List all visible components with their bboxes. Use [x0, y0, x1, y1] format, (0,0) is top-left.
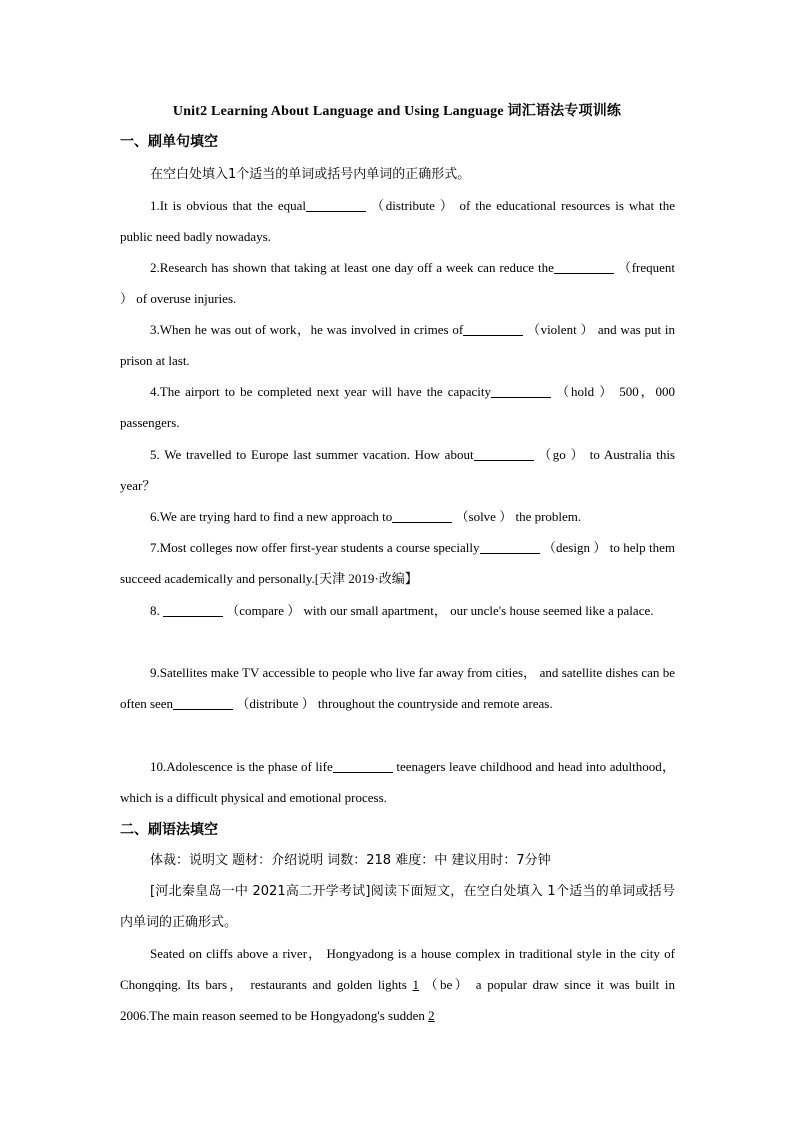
answer-blank[interactable] — [463, 321, 523, 336]
item-7 — [120, 532, 675, 594]
answer-blank[interactable] — [392, 508, 452, 523]
blank-number-2[interactable]: 2 — [428, 1008, 435, 1023]
item-5-before: 5. We travelled to Europe last summer vacation. How about — [150, 447, 474, 462]
item-9-before: 9.Satellites make TV accessible to people who live far away from cities， and satellite dishes can be often seen — [120, 665, 675, 711]
item-7-before: 7.Most colleges now offer first-year students a course specially — [150, 540, 480, 555]
item-3-after: （violent ） and was put in prison at last. — [120, 322, 675, 368]
section1-heading: 一、刷单句填空 — [120, 134, 218, 150]
answer-blank[interactable] — [333, 758, 393, 773]
blank-number-1[interactable]: 1 — [412, 977, 419, 992]
answer-blank[interactable] — [163, 602, 223, 617]
passage — [120, 938, 675, 1031]
item-10-after: teenagers leave childhood and head into adulthood， which is a difficult physical and emotional process. — [120, 759, 676, 805]
item-6 — [120, 501, 675, 532]
item-10-before: 10.Adolescence is the phase of life — [150, 759, 333, 774]
page-title: Unit2 Learning About Language and Using Language 词汇语法专项训练 — [172, 104, 622, 119]
answer-blank[interactable] — [306, 197, 366, 212]
item-8-before: 8. — [150, 603, 163, 618]
item-2-before: 2.Research has shown that taking at least one day off a week can reduce the — [150, 260, 554, 275]
item-10 — [120, 751, 675, 813]
item-9-after: （distribute ） throughout the countryside and remote areas. — [236, 696, 553, 711]
item-5-after: （go ） to Australia this year？ — [120, 447, 675, 493]
item-3-before: 3.When he was out of work，he was involved in crimes of — [150, 322, 464, 337]
item-6-after: （solve ） the problem. — [455, 509, 582, 524]
item-6-before: 6.We are trying hard to find a new approach to — [150, 509, 393, 524]
item-3 — [120, 314, 675, 376]
item-4-before: 4.The airport to be completed next year will have the capacity — [150, 384, 492, 399]
answer-blank[interactable] — [491, 383, 551, 398]
section2-heading: 二、刷语法填空 — [120, 822, 218, 838]
section2-instruction: [河北秦皇岛一中 2021高二开学考试]阅读下面短文，在空白处填入 1个适当的单词或括号内单词的正确形式。 — [120, 884, 675, 930]
item-1-after: （distribute ） of the educational resources is what the public need badly nowadays. — [120, 198, 676, 244]
answer-blank[interactable] — [474, 446, 534, 461]
answer-blank[interactable] — [554, 259, 614, 274]
item-8 — [120, 595, 675, 626]
item-7-after: （design ） to help them succeed academically and personally.[天津 2019·改编】 — [120, 540, 676, 586]
passage-part2: （be） a popular draw since it was built in 2006.The main reason seemed to be Hongyadong's sudden — [120, 977, 675, 1023]
answer-blank[interactable] — [480, 539, 540, 554]
item-1-before: 1.It is obvious that the equal — [150, 198, 306, 213]
answer-blank[interactable] — [173, 695, 233, 710]
item-2 — [120, 252, 675, 314]
item-1 — [120, 190, 675, 252]
passage-part1: Seated on cliffs above a river， Hongyadong is a house complex in traditional style in the city of Chongqing. Its bars， restaurants and golden lights — [120, 946, 675, 992]
section2-meta: 体裁：说明文 题材：介绍说明 词数：218 难度：中 建议用时：7分钟 — [150, 853, 551, 868]
section1-instruction: 在空白处填入1个适当的单词或括号内单词的正确形式。 — [150, 167, 471, 182]
item-8-after: （compare ） with our small apartment， our uncle's house seemed like a palace. — [226, 603, 654, 618]
item-9 — [120, 657, 675, 719]
item-2-after: （frequent ） of overuse injuries. — [120, 260, 676, 306]
item-4 — [120, 376, 675, 438]
item-4-after: （hold ） 500，000 passengers. — [120, 384, 676, 430]
item-5 — [120, 439, 675, 501]
